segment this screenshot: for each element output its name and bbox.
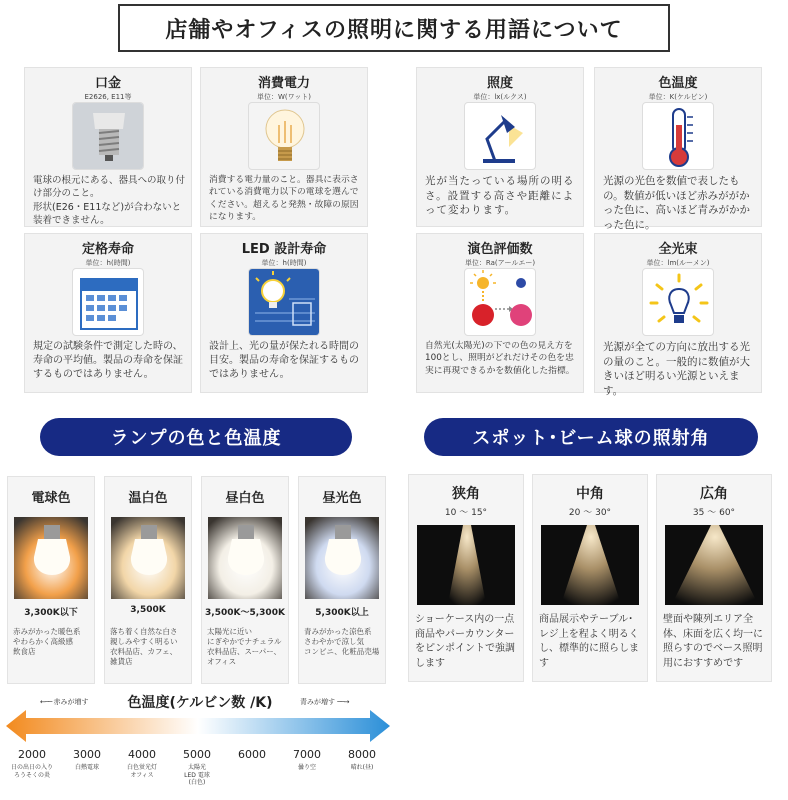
scale-warm-direction: ←── 赤みが増す [40,698,89,706]
beam-name: 広角 [700,486,728,502]
lamp-kelvin: 3,500K [130,605,166,615]
calendar-icon [72,268,144,336]
lamp-card [298,476,386,684]
term-unit: 単位：lx(ルクス) [473,93,527,101]
beam-card [656,474,772,682]
term-desc: 光源の光色を数値で表したもの。数値が低いほど赤みががかった色に、高いほど青みがかかった色に。 [603,175,750,232]
scale-tick-value: 3000 [73,748,101,761]
light-beam-icon [665,525,763,605]
lamp-card [104,476,192,684]
term-desc: 規定の試験条件で測定した時の、寿命の平均値。製品の寿命を保証するものではありません。 [33,341,183,380]
lamp-name: 昼白色 [225,491,265,506]
lamp-name: 電球色 [31,491,71,506]
beam-desc: 商品展示やテーブル･レジ上を程よく明るくし、標準的に照らします [539,614,639,669]
scale-tick-value: 6000 [238,748,266,761]
beam-card [408,474,524,682]
term-desc: 光源が全ての方向に放出する光の量のこと。一般的に数値が大きいほど明るい光源といえます。 [603,341,750,398]
term-desc: 光が当たっている場所の明るさ。設置する高さや距離によって変わります。 [425,175,575,217]
lamp-desc: 太陽光に近い にぎやかでナチュラル 衣料品店、スーパー、 オフィス [207,627,282,667]
banner-lamp-color: ランプの色と色温度 [40,418,352,456]
term-title: 全光束 [658,242,698,257]
term-desc: 自然光(太陽光)の下での色の見え方を100とし、照明がどれだけその色を忠実に再現できるかを数値化した指標。 [425,341,575,376]
scale-tick-label: 曇り空 [297,764,316,771]
term-unit: 単位：lm(ルーメン) [646,259,710,267]
light-beam-icon [417,525,515,605]
scale-cool-direction: 青みが増す ──→ [300,698,349,706]
bulb-icon [305,517,379,599]
term-card-led-life [200,233,368,393]
term-unit: 単位：Ra(アールエー) [464,259,536,267]
lamp-base-icon [72,102,144,170]
term-card-cri [416,233,584,393]
apple-comparison-icon [464,268,536,336]
term-unit: 単位：K(ケルビン) [648,93,708,101]
term-unit: E2626, E11等 [84,93,132,101]
beam-desc: 壁面や陳列エリア全体、床面を広く均一に照らすのでベース照明用におすすめです [663,614,763,669]
thermometer-icon [642,102,714,170]
term-title: 口金 [94,76,121,91]
light-beam-icon [541,525,639,605]
term-card-rated-life [24,233,192,393]
scale-tick-value: 7000 [293,748,321,761]
term-desc: 設計上、光の量が保たれる時間の目安。製品の寿命を保証するものではありません。 [209,341,359,380]
lamp-kelvin: 5,300K以上 [315,608,369,618]
lamp-photo [208,517,282,599]
term-title: 照度 [486,76,513,91]
beam-photo [665,525,763,605]
banner-spot-beam: スポット･ビーム球の照射角 [424,418,758,456]
page-title: 店舗やオフィスの照明に関する用語について [118,4,670,52]
term-card-illuminance [416,67,584,227]
lamp-card [7,476,95,684]
scale-tick-value: 8000 [348,748,376,761]
scale-tick-value: 4000 [128,748,156,761]
term-card-color-temp [594,67,762,232]
scale-tick-value: 2000 [18,748,46,761]
lamp-kelvin: 3,500K～5,300K [205,608,285,618]
beam-desc: ショーケース内の一点商品やパーカウンターをピンポイントで強調します [415,614,515,669]
lamp-photo [305,517,379,599]
beam-card [532,474,648,682]
desk-lamp-icon [464,102,536,170]
scale-tick-label: 日の出日の入り ろうそくの炎 [10,764,53,779]
bulb-icon [111,517,185,599]
term-title: 消費電力 [257,76,310,91]
term-title: 演色評価数 [467,242,533,257]
beam-angle: 20 ～ 30° [568,508,612,518]
term-title: LED 設計寿命 [241,242,327,257]
beam-name: 中角 [576,486,604,502]
term-card-luminous-flux [594,233,762,398]
scale-tick-label: 白色蛍光灯 オフィス [126,764,157,779]
term-title: 色温度 [658,76,698,91]
beam-name: 狭角 [452,486,480,502]
beam-photo [417,525,515,605]
bulb-icon [208,517,282,599]
beam-photo [541,525,639,605]
lamp-card [201,476,289,684]
term-title: 定格寿命 [81,242,134,257]
lamp-desc: 青みがかった涼色系 さわやかで涼し気 コンビニ、化粧品売場 [304,627,380,657]
term-desc: 電球の根元にある、器具への取り付け部分のこと。 形状(E26・E11など)が合わないと装着できません。 [33,175,186,226]
beam-angle: 10 ～ 15° [444,508,488,518]
lamp-name: 温白色 [128,491,168,506]
lamp-photo [14,517,88,599]
scale-tick-label: 白熱電球 [74,764,99,771]
blueprint-bulb-icon [248,268,320,336]
term-unit: 単位：h(時間) [261,259,307,267]
lamp-photo [111,517,185,599]
term-desc: 消費する電力量のこと。器具に表示されている消費電力以下の電球を選んでください。超えると発熱・故障の原因になります。 [209,175,359,222]
lamp-desc: 落ち着く自然な白さ 親しみやすく明るい 衣料品店、カフェ、 雑貨店 [110,627,178,667]
beam-angle: 35 ～ 60° [692,508,736,518]
lamp-desc: 赤みがかった暖色系 やわらかく高級感 飲食店 [13,627,81,657]
scale-tick-label: 太陽光 LED 電球 (白色) [184,764,210,786]
term-card-base [24,67,192,227]
scale-tick-value: 5000 [183,748,211,761]
lamp-name: 昼光色 [322,491,362,506]
term-card-power [200,67,368,227]
filament-bulb-icon [248,102,320,170]
term-unit: 単位：W(ワット) [256,93,312,101]
glowing-bulb-icon [642,268,714,336]
scale-tick-label: 晴れ(昼) [350,764,374,771]
scale-title: 色温度(ケルビン数 /K) [127,695,273,711]
lamp-kelvin: 3,300K以下 [24,608,78,618]
color-temperature-scale-bar [4,708,394,744]
term-unit: 単位：h(時間) [85,259,131,267]
bulb-icon [14,517,88,599]
